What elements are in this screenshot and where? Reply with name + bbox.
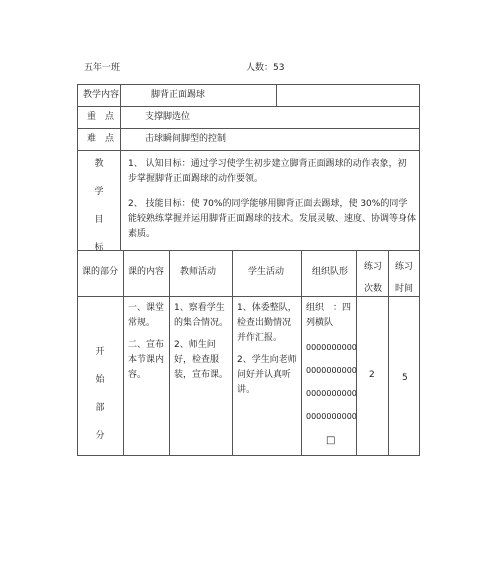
formation-row: 0000000000 — [306, 389, 357, 398]
skill-goal: 2、 技能目标：使 70%的同学能够用脚背正面去踢球，使 30%的同学能较熟练掌握并运用脚背正面踢球的技术。发展灵敏、速度、协调等身体素质。 — [128, 199, 417, 239]
student-activity-1: 1、体委整队，检查出勤情况并作汇报。 — [237, 303, 297, 343]
student-activity-2: 2、学生向老师问好并认真听讲。 — [237, 355, 297, 395]
start-content-1: 一、课堂常规。 — [128, 303, 165, 328]
difficulty-value: 击球瞬间脚型的控制 — [145, 134, 227, 144]
teacher-activity-2: 2、师生问好，检查服装，宣布课。 — [174, 340, 229, 380]
student-count: 人数：53 — [246, 63, 285, 73]
key-point-value: 支撑脚选位 — [145, 112, 191, 122]
cognitive-goal: 1、 认知目标：通过学习使学生初步建立脚背正面踢球的动作表象，初步掌握脚背正面踢球的动作要领。 — [128, 159, 407, 184]
col-practice-count: 练习 次数 — [364, 262, 383, 294]
col-practice-time: 练习 时间 — [395, 262, 414, 294]
practice-time-value: 5 — [402, 373, 408, 383]
start-content-2: 二、宣布本节课内容。 — [128, 340, 165, 380]
col-content: 课的内容 — [128, 267, 165, 277]
content-label: 教学内容 — [83, 90, 120, 100]
col-part: 课的部分 — [82, 267, 119, 277]
col-teacher: 教师活动 — [180, 267, 217, 277]
organization-title: 组织 ：四列横队 — [306, 303, 352, 328]
teacher-position-marker: □ — [326, 435, 336, 446]
col-student: 学生活动 — [248, 267, 285, 277]
content-value: 脚背正面踢球 — [151, 90, 206, 100]
class-name: 五年一班 — [84, 63, 121, 73]
teacher-activity-1: 1、察看学生的集合情况。 — [174, 303, 229, 328]
key-point-label: 重 点 — [87, 112, 115, 122]
difficulty-label: 难 点 — [87, 134, 115, 144]
formation-row: 0000000000 — [306, 343, 357, 352]
formation-row: 0000000000 — [306, 412, 357, 421]
formation-row: 0000000000 — [306, 366, 357, 375]
start-part-label: 开 始 部 分 — [95, 347, 105, 441]
goal-label: 教 学 目 标 — [94, 159, 104, 253]
col-organization: 组织队形 — [312, 267, 349, 277]
practice-count-value: 2 — [369, 370, 375, 380]
